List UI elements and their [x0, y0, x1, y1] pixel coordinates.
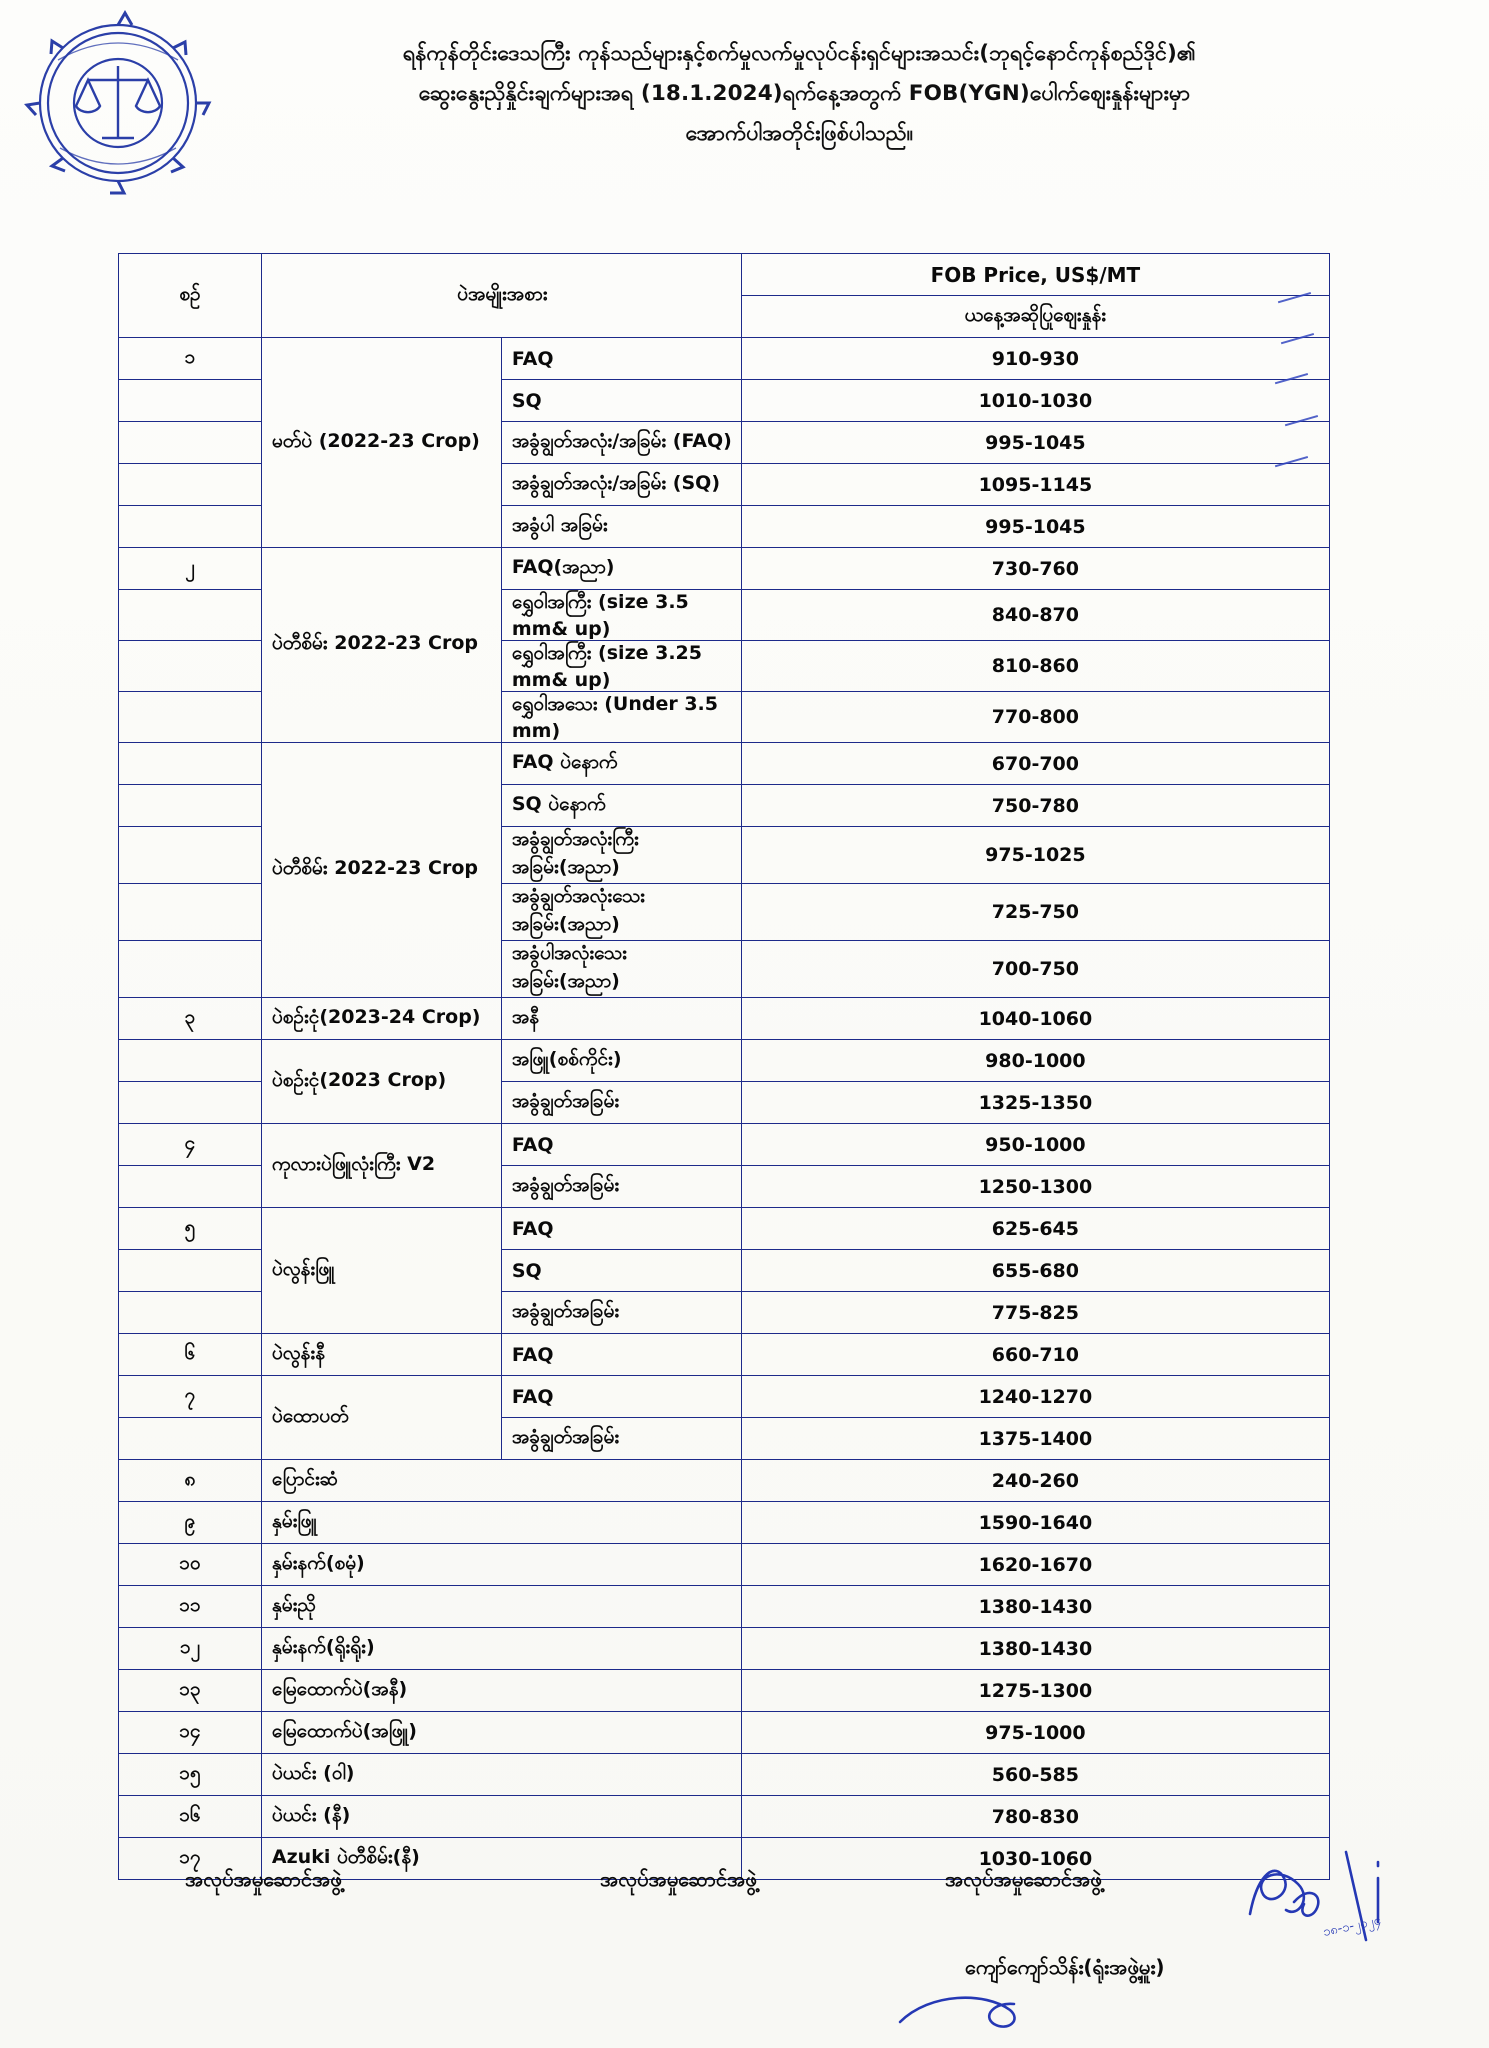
- cell-bean-name: နှမ်းနက်(စမုံ): [261, 1544, 741, 1586]
- signatory-name: ကျော်ကျော်သိန်း(ရုံးအဖွဲ့မှူး): [965, 1955, 1165, 1979]
- table-row: [119, 1586, 1330, 1628]
- cell-grade: အနီ: [501, 998, 741, 1040]
- cell-grade: အခွံချွတ်အခြမ်း: [501, 1166, 741, 1208]
- cell-grade: အခွံချွတ်အလုံးသေးအခြမ်း(အညာ): [501, 884, 741, 941]
- cell-price: 1380-1430: [741, 1628, 1329, 1670]
- cell-index: [119, 464, 262, 506]
- cell-grade: FAQ ပဲနောက်: [501, 743, 741, 785]
- cell-price: 975-1000: [741, 1712, 1329, 1754]
- cell-price: 975-1025: [741, 827, 1329, 884]
- cell-bean-name: ပဲထောပတ်: [261, 1376, 501, 1460]
- table-row: [119, 1040, 1330, 1082]
- signature-block-1: အလုပ်အမှုဆောင်အဖွဲ့: [185, 1867, 342, 1891]
- svg-text:၁၈-၁-၂၀၂၄: ၁၈-၁-၂၀၂၄: [1321, 1913, 1383, 1940]
- cell-grade: FAQ: [501, 1334, 741, 1376]
- cell-index: ၁၃: [119, 1670, 262, 1712]
- cell-price: 950-1000: [741, 1124, 1329, 1166]
- cell-price: 1275-1300: [741, 1670, 1329, 1712]
- cell-index: ၁၄: [119, 1712, 262, 1754]
- cell-grade: SQ: [501, 1250, 741, 1292]
- cell-index: ၁၅: [119, 1754, 262, 1796]
- cell-grade: SQ ပဲနောက်: [501, 785, 741, 827]
- cell-index: ၇: [119, 1376, 262, 1418]
- cell-grade: အခွံချွတ်အခြမ်း: [501, 1418, 741, 1460]
- cell-grade: အခွံပါ အခြမ်း: [501, 506, 741, 548]
- header-today-price: ယနေ့အဆိုပြုဈေးနှုန်း: [741, 296, 1329, 338]
- cell-bean-name: မြေထောက်ပဲ(အဖြူ): [261, 1712, 741, 1754]
- table-row: [119, 743, 1330, 785]
- table-row: [119, 1796, 1330, 1838]
- cell-grade: အခွံပါအလုံးသေးအခြမ်း(အညာ): [501, 941, 741, 998]
- header-no: စဉ်: [119, 254, 262, 338]
- cell-index: [119, 692, 262, 743]
- cell-index: ၁၇: [119, 1838, 262, 1880]
- table-row: [119, 1124, 1330, 1166]
- cell-bean-name: ပဲတီစိမ်း 2022-23 Crop: [261, 548, 501, 743]
- cell-price: 700-750: [741, 941, 1329, 998]
- cell-price: 1325-1350: [741, 1082, 1329, 1124]
- header-line-3: အောက်ပါအတိုင်းဖြစ်ပါသည်။: [685, 121, 914, 146]
- cell-index: [119, 941, 262, 998]
- cell-grade: အဖြူ(စစ်ကိုင်း): [501, 1040, 741, 1082]
- cell-price: 1030-1060: [741, 1838, 1329, 1880]
- cell-bean-name: ပဲစဉ်းငုံ(2023-24 Crop): [261, 998, 501, 1040]
- cell-index: [119, 743, 262, 785]
- cell-grade: အခွံချွတ်အခြမ်း: [501, 1082, 741, 1124]
- cell-bean-name: မတ်ပဲ (2022-23 Crop): [261, 338, 501, 548]
- cell-index: ၄: [119, 1124, 262, 1166]
- cell-price: 1240-1270: [741, 1376, 1329, 1418]
- cell-price: 1375-1400: [741, 1418, 1329, 1460]
- cell-price: 240-260: [741, 1460, 1329, 1502]
- cell-index: ၈: [119, 1460, 262, 1502]
- table-row: [119, 1208, 1330, 1250]
- cell-grade: ရွှေဝါအကြီး (size 3.25 mm& up): [501, 641, 741, 692]
- cell-index: [119, 1082, 262, 1124]
- cell-index: [119, 1250, 262, 1292]
- cell-index: [119, 827, 262, 884]
- cell-grade: FAQ(အညာ): [501, 548, 741, 590]
- cell-index: [119, 1166, 262, 1208]
- cell-bean-name: နှမ်းညို: [261, 1586, 741, 1628]
- cell-price: 725-750: [741, 884, 1329, 941]
- cell-price: 670-700: [741, 743, 1329, 785]
- cell-index: [119, 590, 262, 641]
- cell-grade: FAQ: [501, 1124, 741, 1166]
- cell-index: ၁၂: [119, 1628, 262, 1670]
- table-row: [119, 1628, 1330, 1670]
- cell-index: ၁: [119, 338, 262, 380]
- cell-price: 995-1045: [741, 422, 1329, 464]
- cell-price: 910-930: [741, 338, 1329, 380]
- cell-bean-name: နှမ်းဖြူ: [261, 1502, 741, 1544]
- cell-bean-name: Azuki ပဲတီစိမ်း(နီ): [261, 1838, 741, 1880]
- cell-bean-name: ပြောင်းဆံ: [261, 1460, 741, 1502]
- table-row: [119, 548, 1330, 590]
- cell-index: [119, 506, 262, 548]
- cell-price: 995-1045: [741, 506, 1329, 548]
- cell-index: [119, 380, 262, 422]
- price-table: [118, 253, 1330, 1880]
- cell-index: [119, 1292, 262, 1334]
- price-table-container: [118, 253, 1330, 1880]
- table-header-row: [119, 254, 1330, 296]
- table-row: [119, 1670, 1330, 1712]
- header-bean-type: ပဲအမျိုးအစား: [261, 254, 741, 338]
- cell-grade: အခွံချွတ်အလုံး/အခြမ်း (FAQ): [501, 422, 741, 464]
- table-body: [119, 338, 1330, 1880]
- cell-bean-name: ပဲလွန်းဖြူ: [261, 1208, 501, 1334]
- cell-index: ၁၁: [119, 1586, 262, 1628]
- cell-price: 840-870: [741, 590, 1329, 641]
- cell-index: ၁၆: [119, 1796, 262, 1838]
- cell-index: [119, 785, 262, 827]
- signature-block-2: အလုပ်အမှုဆောင်အဖွဲ့: [600, 1867, 757, 1891]
- handwritten-initial-icon: [890, 1986, 1050, 2042]
- cell-grade: FAQ: [501, 338, 741, 380]
- cell-grade: SQ: [501, 380, 741, 422]
- table-row: [119, 1460, 1330, 1502]
- cell-price: 780-830: [741, 1796, 1329, 1838]
- cell-bean-name: နှမ်းနက်(ရိုးရိုး): [261, 1628, 741, 1670]
- cell-bean-name: ကုလားပဲဖြူလုံးကြီး V2: [261, 1124, 501, 1208]
- cell-price: 750-780: [741, 785, 1329, 827]
- cell-grade: FAQ: [501, 1376, 741, 1418]
- cell-price: 1620-1670: [741, 1544, 1329, 1586]
- cell-grade: အခွံချွတ်အခြမ်း: [501, 1292, 741, 1334]
- table-row: [119, 338, 1330, 380]
- header-fob-price: FOB Price, US$/MT: [741, 254, 1329, 296]
- cell-bean-name: ပဲယင်း (နီ): [261, 1796, 741, 1838]
- table-row: [119, 1754, 1330, 1796]
- cell-grade: အခွံချွတ်အလုံးကြီးအခြမ်း(အညာ): [501, 827, 741, 884]
- cell-index: ၁၀: [119, 1544, 262, 1586]
- cell-index: ၆: [119, 1334, 262, 1376]
- cell-bean-name: ပဲယင်း (ဝါ): [261, 1754, 741, 1796]
- cell-grade: အခွံချွတ်အလုံး/အခြမ်း (SQ): [501, 464, 741, 506]
- signature-block-3: အလုပ်အမှုဆောင်အဖွဲ့: [945, 1867, 1102, 1891]
- cell-bean-name: ပဲတီစိမ်း 2022-23 Crop: [261, 743, 501, 998]
- table-row: [119, 1334, 1330, 1376]
- document-header: [0, 34, 1489, 154]
- cell-price: 1250-1300: [741, 1166, 1329, 1208]
- cell-price: 655-680: [741, 1250, 1329, 1292]
- cell-price: 810-860: [741, 641, 1329, 692]
- cell-price: 1095-1145: [741, 464, 1329, 506]
- table-head: [119, 254, 1330, 338]
- table-row: [119, 1544, 1330, 1586]
- cell-index: [119, 1040, 262, 1082]
- cell-index: [119, 641, 262, 692]
- cell-bean-name: မြေထောက်ပဲ(အနီ): [261, 1670, 741, 1712]
- cell-price: 1040-1060: [741, 998, 1329, 1040]
- cell-price: 775-825: [741, 1292, 1329, 1334]
- cell-index: ၅: [119, 1208, 262, 1250]
- cell-price: 625-645: [741, 1208, 1329, 1250]
- cell-grade: ရွှေဝါအကြီး (size 3.5 mm& up): [501, 590, 741, 641]
- cell-index: ၃: [119, 998, 262, 1040]
- cell-price: 1590-1640: [741, 1502, 1329, 1544]
- table-row: [119, 1712, 1330, 1754]
- cell-index: [119, 1418, 262, 1460]
- cell-index: [119, 422, 262, 464]
- cell-bean-name: ပဲလွန်းနီ: [261, 1334, 501, 1376]
- cell-price: 770-800: [741, 692, 1329, 743]
- cell-index: [119, 884, 262, 941]
- cell-price: 660-710: [741, 1334, 1329, 1376]
- header-line-2: ဆွေးနွေးညှိနှိုင်းချက်များအရ (18.1.2024)ရက်နေ့အတွက် FOB(YGN)ပေါက်ဈေးနှုန်းများမှာ: [418, 81, 1191, 106]
- cell-bean-name: ပဲစဉ်းငုံ(2023 Crop): [261, 1040, 501, 1124]
- cell-price: 980-1000: [741, 1040, 1329, 1082]
- cell-index: ၂: [119, 548, 262, 590]
- cell-price: 730-760: [741, 548, 1329, 590]
- cell-price: 1010-1030: [741, 380, 1329, 422]
- table-row: [119, 1376, 1330, 1418]
- cell-price: 1380-1430: [741, 1586, 1329, 1628]
- cell-grade: ရွှေဝါအသေး (Under 3.5 mm): [501, 692, 741, 743]
- cell-grade: FAQ: [501, 1208, 741, 1250]
- cell-price: 560-585: [741, 1754, 1329, 1796]
- table-row: [119, 1502, 1330, 1544]
- header-line-1: ရန်ကုန်တိုင်းဒေသကြီး ကုန်သည်များနှင့်စက်မှုလက်မှုလုပ်ငန်းရှင်များအသင်း(ဘုရင့်နောင်ကုန်စည်ဒိုင်)၏: [402, 41, 1197, 66]
- document-footer: [0, 1866, 1489, 2048]
- cell-index: ၉: [119, 1502, 262, 1544]
- table-row: [119, 998, 1330, 1040]
